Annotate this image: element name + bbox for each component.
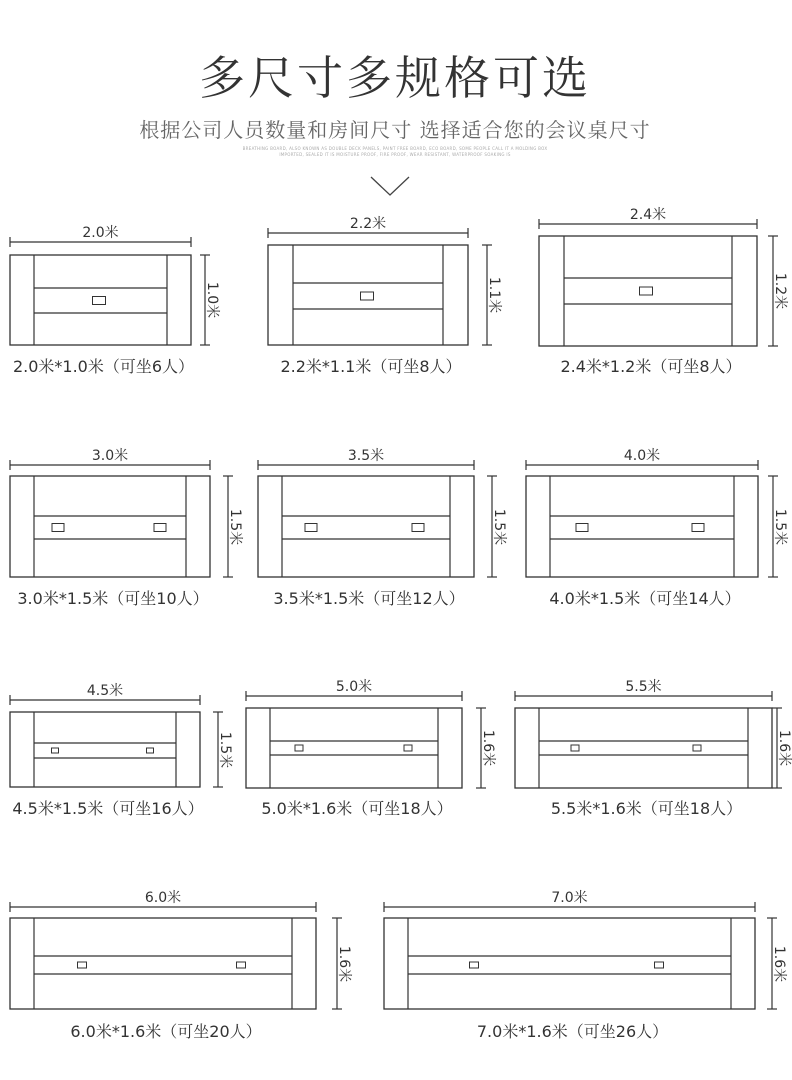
table-outline: [384, 918, 755, 1009]
table-caption: 5.5米*1.6米（可坐18人）: [550, 799, 743, 818]
table-caption: 2.4米*1.2米（可坐8人）: [560, 357, 742, 376]
depth-label: 1.5米: [491, 508, 507, 545]
power-socket: [571, 745, 579, 751]
width-label: 4.5米: [86, 683, 124, 699]
power-socket: [361, 292, 374, 300]
depth-label: 1.5米: [227, 508, 243, 545]
page-subtitle: 根据公司人员数量和房间尺寸 选择适合您的会议桌尺寸: [139, 118, 651, 142]
depth-label: 1.6米: [771, 945, 787, 982]
table-caption: 3.5米*1.5米（可坐12人）: [273, 589, 465, 608]
power-socket: [237, 962, 246, 968]
depth-label: 1.6米: [336, 945, 352, 982]
depth-label: 1.6米: [776, 729, 792, 767]
depth-label: 1.2米: [772, 272, 788, 310]
power-socket: [147, 748, 154, 753]
width-label: 2.4米: [629, 207, 667, 223]
table-caption: 4.0米*1.5米（可坐14人）: [549, 589, 741, 608]
width-label: 3.0米: [91, 448, 129, 464]
power-socket: [640, 287, 653, 295]
power-socket: [412, 524, 424, 532]
table-outline: [539, 236, 757, 346]
power-socket: [404, 745, 412, 751]
fine-print-line-1: BREATHING BOARD, ALSO KNOWN AS DOUBLE DECK PANELS, PAINT FREE BOARD, ECO BOARD, SOME PEOPLE CALL IT A MOLDING BOX: [242, 146, 548, 151]
width-label: 2.2米: [349, 216, 387, 232]
power-socket: [78, 962, 87, 968]
width-label: 5.5米: [625, 679, 662, 695]
power-socket: [154, 524, 166, 532]
width-label: 4.0米: [623, 448, 661, 464]
table-outline: [10, 476, 210, 577]
power-socket: [52, 524, 64, 532]
page-title: 多尺寸多规格可选: [199, 51, 591, 105]
table-outline: [258, 476, 474, 577]
table-outline: [10, 918, 316, 1009]
depth-label: 1.5米: [772, 508, 788, 545]
table-outline: [246, 708, 462, 788]
table-caption: 5.0米*1.6米（可坐18人）: [261, 799, 453, 818]
table-caption: 7.0米*1.6米（可坐26人）: [476, 1022, 669, 1041]
power-socket: [470, 962, 479, 968]
table-outline: [268, 245, 468, 345]
table-outline: [515, 708, 772, 788]
table-caption: 2.0米*1.0米（可坐6人）: [12, 357, 195, 376]
depth-label: 1.1米: [486, 276, 502, 314]
table-outline: [526, 476, 758, 577]
power-socket: [693, 745, 701, 751]
power-socket: [295, 745, 303, 751]
power-socket: [93, 297, 106, 305]
power-socket: [655, 962, 664, 968]
depth-label: 1.0米: [204, 281, 220, 319]
table-caption: 6.0米*1.6米（可坐20人）: [70, 1022, 262, 1041]
table-outline: [10, 255, 191, 345]
width-label: 3.5米: [347, 448, 385, 464]
fine-print-line-2: IMPORTED, SEALED IT IS MOISTURE PROOF, FIRE PROOF, WEAR RESISTANT, WATERPROOF SOAKING IS: [279, 152, 511, 157]
width-label: 2.0米: [82, 225, 119, 241]
width-label: 7.0米: [551, 890, 588, 906]
power-socket: [576, 524, 588, 532]
width-label: 5.0米: [335, 679, 373, 695]
power-socket: [52, 748, 59, 753]
table-caption: 3.0米*1.5米（可坐10人）: [17, 589, 209, 608]
power-socket: [692, 524, 704, 532]
table-caption: 4.5米*1.5米（可坐16人）: [12, 799, 204, 818]
depth-label: 1.6米: [480, 729, 496, 767]
power-socket: [305, 524, 317, 532]
table-outline: [10, 712, 200, 787]
depth-label: 1.5米: [217, 731, 233, 768]
width-label: 6.0米: [144, 890, 182, 906]
table-caption: 2.2米*1.1米（可坐8人）: [280, 357, 462, 376]
